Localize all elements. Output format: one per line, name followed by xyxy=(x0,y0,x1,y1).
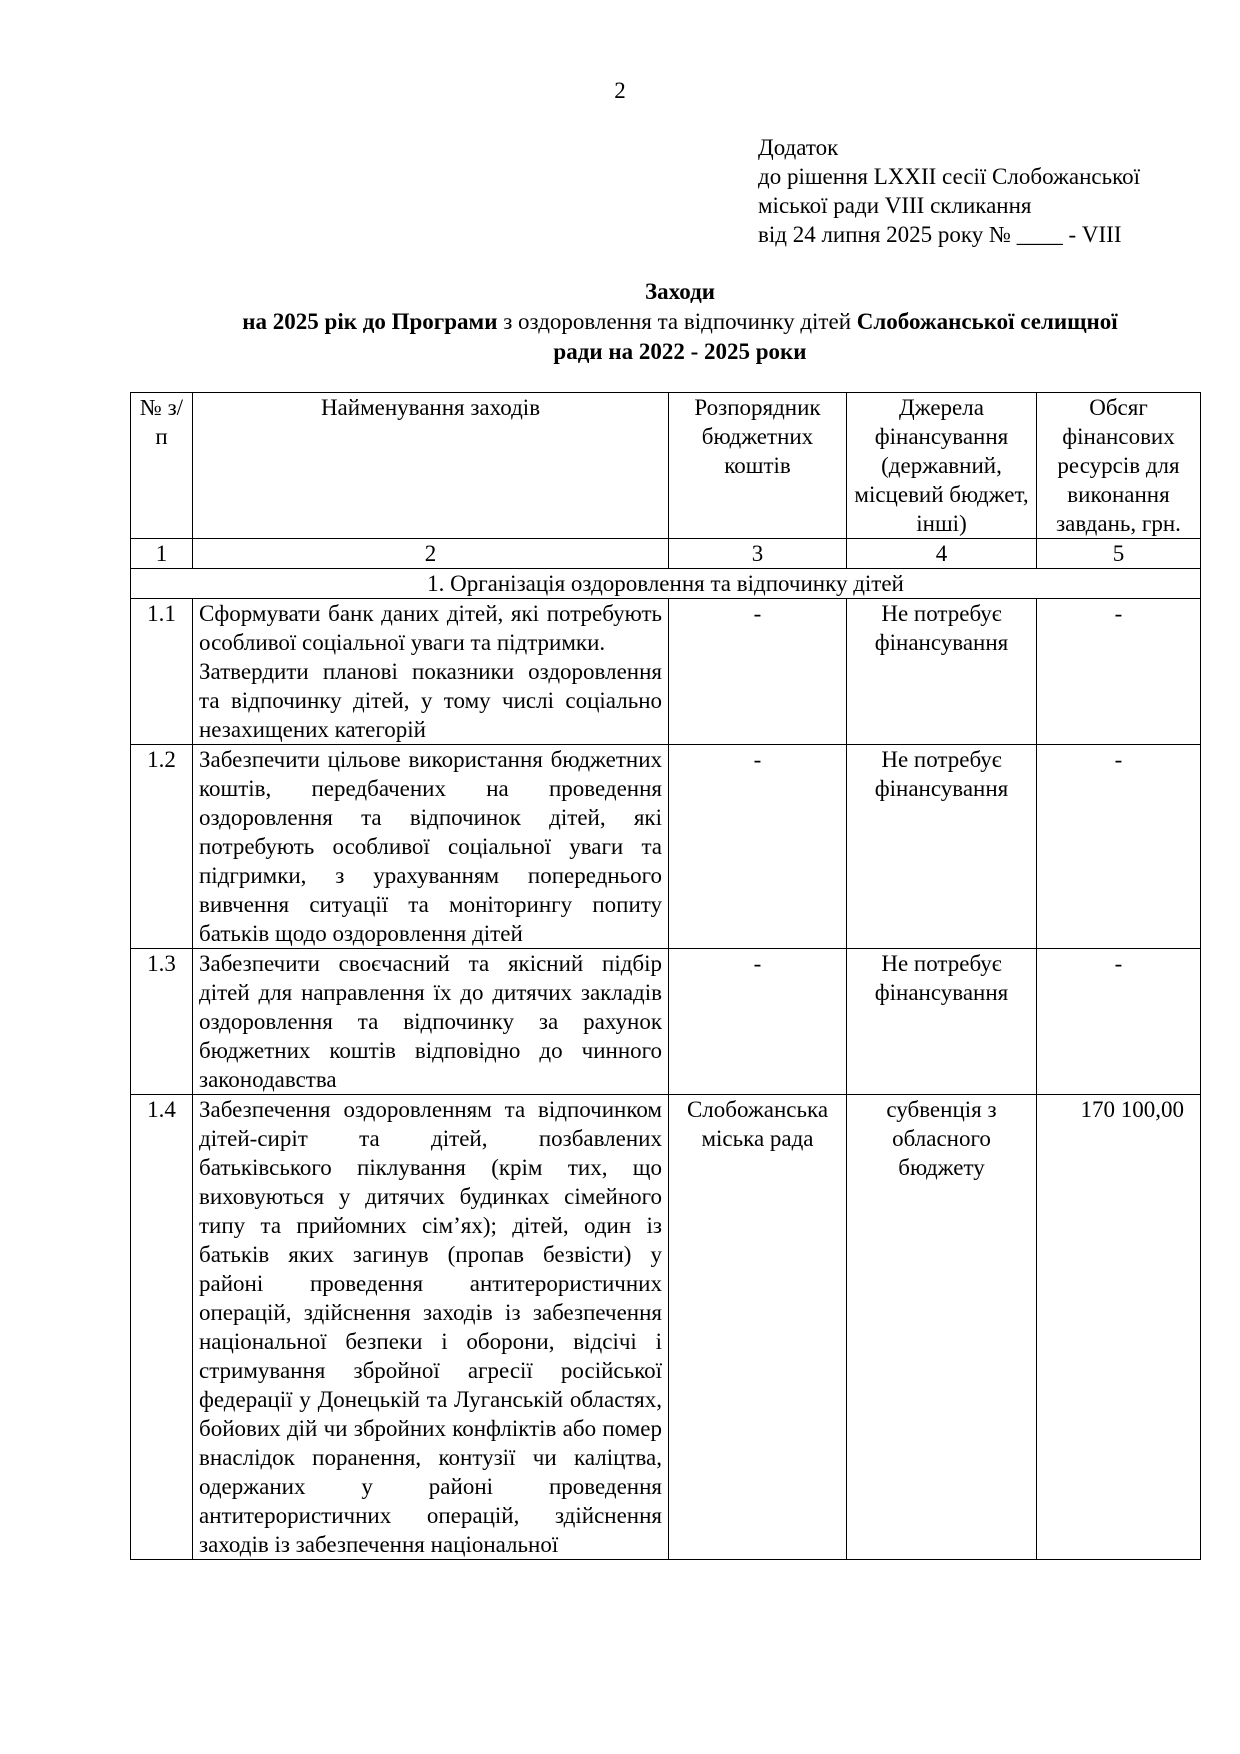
row-source: Не потребує фінансування xyxy=(847,745,1037,949)
title-line-2-bold-b: Слобожанської селищної xyxy=(856,309,1118,334)
column-number: 3 xyxy=(669,539,847,569)
table-row xyxy=(131,1095,1201,1560)
row-number: 1.2 xyxy=(131,745,193,949)
header-name: Найменування заходів xyxy=(193,393,669,539)
row-amount: 170 100,00 xyxy=(1037,1095,1201,1560)
table-row xyxy=(131,949,1201,1095)
section-title: 1. Організація оздоровлення та відпочинку дітей xyxy=(131,569,1201,599)
document-title xyxy=(160,277,1200,367)
column-number: 4 xyxy=(847,539,1037,569)
row-manager: - xyxy=(669,949,847,1095)
row-source: субвенція з обласного бюджету xyxy=(847,1095,1037,1560)
row-description-paragraph: Затвердити планові показники оздоровлення та відпочинку дітей, у тому числі соціально незахищених категорій xyxy=(199,659,662,742)
row-source: Не потребує фінансування xyxy=(847,949,1037,1095)
row-description-paragraph: Сформувати банк даних дітей, які потребують особливої соціальної уваги та підтримки. xyxy=(199,601,662,655)
page-number: 2 xyxy=(614,78,626,103)
table-row xyxy=(131,745,1201,949)
row-amount: - xyxy=(1037,745,1201,949)
table-header-row xyxy=(131,393,1201,539)
row-number: 1.1 xyxy=(131,599,193,745)
column-number: 2 xyxy=(193,539,669,569)
row-manager: Слобожанська міська рада xyxy=(669,1095,847,1560)
row-description: Забезпечити своєчасний та якісний підбір дітей для направлення їх до дитячих закладів оздоровлення та відпочинку за рахунок бюджетних коштів відповідно до чинного законодавства xyxy=(193,949,669,1095)
column-number: 1 xyxy=(131,539,193,569)
header-amount: Обсяг фінансових ресурсів для виконання завдань, грн. xyxy=(1037,393,1201,539)
header-manager: Розпорядник бюджетних коштів xyxy=(669,393,847,539)
column-numbers-row xyxy=(131,539,1201,569)
title-line-2-normal: з оздоровлення та відпочинку дітей xyxy=(497,309,857,334)
section-row xyxy=(131,569,1201,599)
row-source: Не потребує фінансування xyxy=(847,599,1037,745)
title-line-3: ради на 2022 - 2025 роки xyxy=(553,339,807,364)
row-number: 1.3 xyxy=(131,949,193,1095)
row-description: Забезпечення оздоровленням та відпочинком дітей-сиріт та дітей, позбавлених батьківського піклування (крім тих, що виховуються у дитячих будинках сімейного типу та прийомних сім’ях); дітей, один із батьків яких загинув (пропав безвісти) у районі проведення антитерористичних операцій, здійснення заходів із забезпечення національної безпеки і оборони, відсічі і стримування збройної агресії російської федерації у Донецькій та Луганській областях, бойових дій чи збройних конфліктів або помер внаслідок поранення, контузії чи каліцтва, одержаних у районі проведення антитерористичних операцій, здійснення заходів із забезпечення національної xyxy=(193,1095,669,1560)
row-amount: - xyxy=(1037,599,1201,745)
column-number: 5 xyxy=(1037,539,1201,569)
row-manager: - xyxy=(669,599,847,745)
title-line-2-bold-a: на 2025 рік до Програми xyxy=(242,309,498,334)
header-number: № з/п xyxy=(131,393,193,539)
title-line-2 xyxy=(160,307,1200,337)
title-main: Заходи xyxy=(645,279,715,304)
table-row xyxy=(131,599,1201,745)
row-number: 1.4 xyxy=(131,1095,193,1560)
row-manager: - xyxy=(669,745,847,949)
appendix-line-3: міської ради VIII скликання xyxy=(758,193,1032,218)
row-amount: - xyxy=(1037,949,1201,1095)
appendix-line-1: Додаток xyxy=(758,135,839,160)
appendix-line-2: до рішення LXXII сесії Слобожанської xyxy=(758,164,1141,189)
header-source: Джерела фінансування (державний, місцевий бюджет, інші) xyxy=(847,393,1037,539)
row-description xyxy=(193,599,669,745)
appendix-block xyxy=(758,133,1198,249)
measures-table xyxy=(130,392,1201,1560)
appendix-line-4: від 24 липня 2025 року № ____ - VIII xyxy=(758,222,1122,247)
row-description: Забезпечити цільове використання бюджетних коштів, передбачених на проведення оздоровлення та відпочинок дітей, які потребують особливої соціальної уваги та підгримки, з урахуванням попереднього вивчення ситуації та моніторингу попиту батьків щодо оздоровлення дітей xyxy=(193,745,669,949)
